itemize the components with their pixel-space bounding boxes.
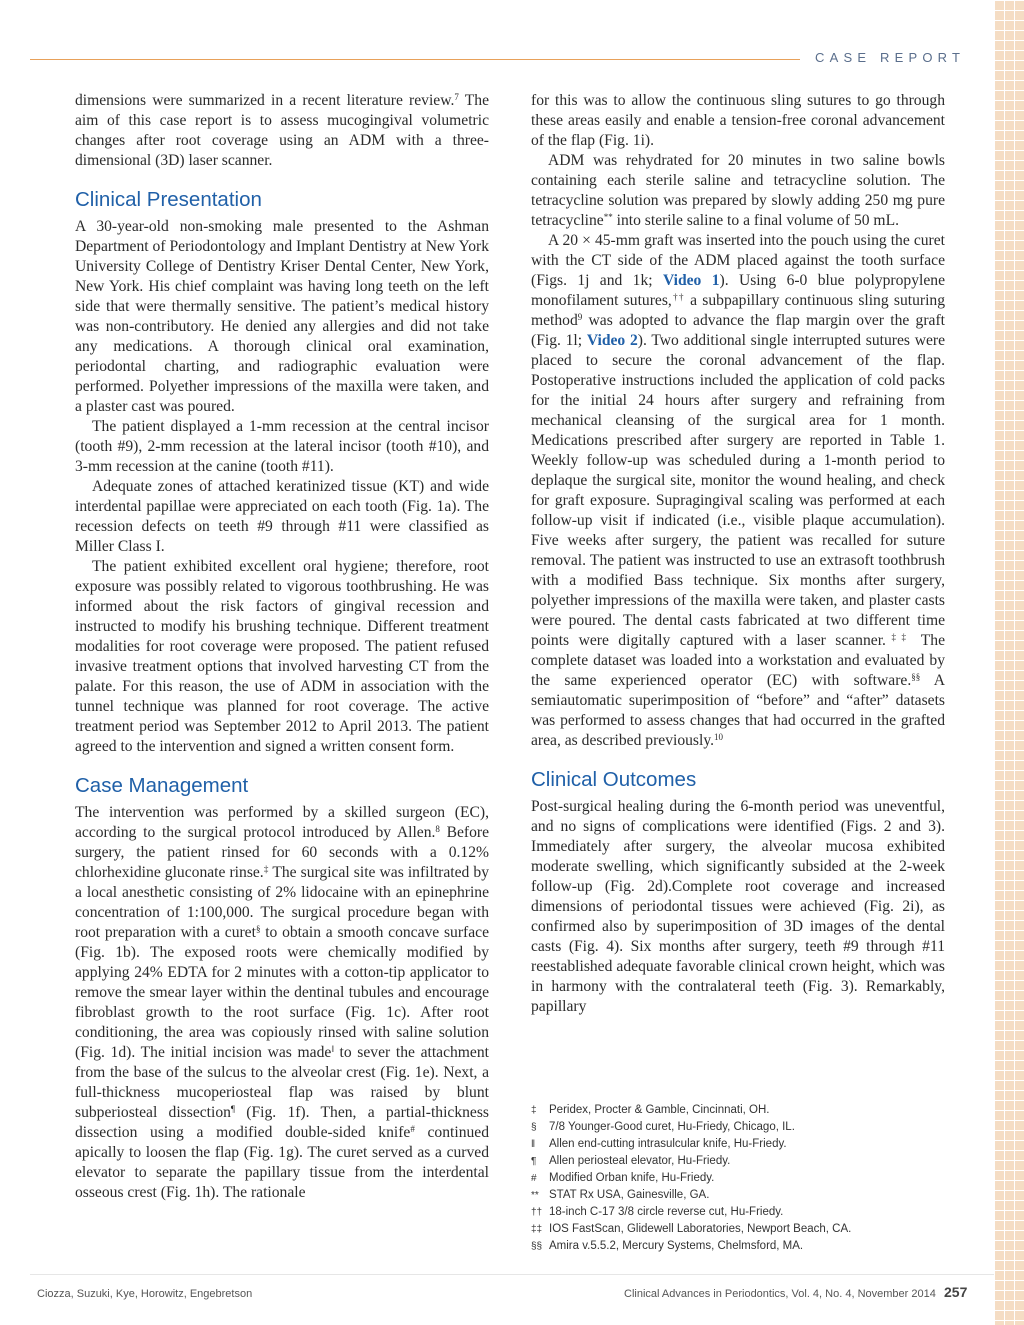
left-column (75, 91, 489, 1203)
section-label: CASE REPORT (815, 50, 966, 65)
footer-journal: Clinical Advances in Periodontics, Vol. 4, No. 4, November 2014 (624, 1288, 936, 1300)
footnote: § 7/8 Younger-Good curet, Hu-Friedy, Chicago, IL. (531, 1121, 795, 1133)
header-rule (30, 59, 800, 60)
heading-clinical-outcomes: Clinical Outcomes (531, 768, 697, 791)
footnote: ‡ Peridex, Procter & Gamble, Cincinnati, OH. (531, 1104, 770, 1116)
footnote: †† 18-inch C-17 3/8 circle reverse cut, Hu-Friedy. (531, 1206, 784, 1218)
paragraph: ADM was rehydrated for 20 minutes in two saline bowls containing each sterile saline and tetracycline solution. The tetracycline solution was prepared by slowly adding 250 mg pure tetracycline** into sterile saline to a final volume of 50 mL. (531, 152, 945, 229)
video-2-link[interactable]: Video 2 (586, 332, 638, 349)
heading-clinical-presentation: Clinical Presentation (75, 188, 262, 211)
footer-authors: Ciozza, Suzuki, Kye, Horowitz, Engebretson (37, 1288, 253, 1300)
paragraph: The patient exhibited excellent oral hygiene; therefore, root exposure was possibly related to vigorous toothbrushing. He was informed about the risk factors of gingival recession and instructed to modify his brushing technique. Different treatment modalities for root coverage were proposed. The patient refused invasive treatment options that involved harvesting CT from the palate. For this reason, the use of ADM in association with the tunnel technique was planned for root coverage. The active treatment period was September 2012 to April 2013. The patient agreed to the intervention and signed a written consent form. (75, 558, 489, 755)
paragraph: A 20 × 45-mm graft was inserted into the pouch using the curet with the CT side of the ADM placed against the tooth surface (Figs. 1j and 1k; Video 1). Using 6-0 blue polypropylene monofilament sutures,†† a subpapillary continuous sling suturing method$^9$ was adopted to advance the flap margin over the graft (Fig. 1l; Video 2). Two additional single interrupted sutures were placed to secure the coronal advancement of the flap. Postoperative instructions included the application of cold packs for the initial 24 hours after surgery and refraining from mechanical cleansing of the surgical area for 1 month. Medications prescribed after surgery are reported in Table 1. Weekly follow-up was scheduled during a 1-month period to deplaque the surgical site, monitor the wound healing, and check for graft exposure. Supragingival scaling was performed at each follow-up visit if indicated (i.e., visible plaque accumulation). Five weeks after surgery, the patient was recalled for suture removal. The patient was instructed to use an extrasoft toothbrush with a modified Bass technique. Six months after surgery, polyether impressions of the maxilla were taken, and plaster casts were poured. The dental casts fabricated at two different time points were digitally captured with a laser scanner.‡‡ The complete dataset was loaded into a workstation and evaluated by the same experienced operator (EC) with software.§§ A semiautomatic superimposition of “before” and “after” datasets was performed to assess changes that had occurred in the grafted area, as described previously.$^{10}$ (531, 232, 946, 749)
page-number: 257 (944, 1284, 968, 1300)
paragraph: for this was to allow the continuous sling sutures to go through these areas easily and enable a tension-free coronal advancement of the flap (Fig. 1i). (531, 92, 945, 149)
paragraph: The intervention was performed by a skilled surgeon (EC), according to the surgical protocol introduced by Allen.$^8$ Before surgery, the patient rinsed for 60 seconds with a 0.12% chlorhexidine gluconate rinse.‡ The surgical site was infiltrated by a local anesthetic consisting of 2% lidocaine with an epinephrine concentration of 1:100,000. The surgical procedure began with root preparation with a curet§ to obtain a smooth concave surface (Fig. 1b). The exposed roots were chemically modified by applying 24% EDTA for 2 minutes with a cotton-tip applicator to remove the smear layer within the dentinal tubules and encourage fibroblast growth to the root surface (Fig. 1c). After root conditioning, the area was copiously rinsed with saline solution (Fig. 1d). The initial incision was made‖ to sever the attachment from the base of the sulcus to the alveolar crest (Fig. 1e). Next, a full-thickness mucoperiosteal flap was raised by blunt subperiosteal dissection¶ (Fig. 1f). Then, a partial-thickness dissection using a modified double-sided knife# continued apically to loosen the flap (Fig. 1g). The curet served as a curved elevator to separate the papillary tissue from the interdental osseous crest (Fig. 1h). The rationale (75, 804, 490, 1201)
paragraph: Adequate zones of attached keratinized tissue (KT) and wide interdental papillae were appreciated on each tooth (Fig. 1a). The recession defects on teeth #9 through #11 were classified as Miller Class I. (75, 478, 489, 555)
footnotes (531, 1102, 945, 1255)
footnote: §§ Amira v.5.5.2, Mercury Systems, Chelmsford, MA. (531, 1240, 804, 1252)
heading-case-management: Case Management (75, 774, 249, 797)
paragraph: A 30-year-old non-smoking male presented to the Ashman Department of Periodontology and Implant Dentistry at New York University College of Dentistry Kriser Dental Center, New York, New York. His chief complaint was having long teeth on the left side that were thermally sensitive. The patient’s medical history was non-contributory. He denied any allergies and did not take any medications. A thorough clinical oral examination, periodontal charting, and radiographic evaluation were performed. Polyether impressions of the maxilla were taken, and a plaster cast was poured. (75, 218, 489, 415)
paragraph: Post-surgical healing during the 6-month period was uneventful, and no signs of complications were identified (Figs. 2 and 3). Immediately after surgery, the alveolar mucosa exhibited moderate swelling, which significantly subsided at the 2-week follow-up (Fig. 2d).Complete root coverage and increased dimensions of periodontal tissues were achieved (Fig. 2i), as confirmed also by superimposition of 3D images of the dental casts (Fig. 4). Six months after surgery, teeth #9 through #11 reestablished adequate favorable clinical crown height, which was in harmony with the contralateral teeth (Fig. 3). Remarkably, papillary (531, 798, 945, 1015)
footnote: ** STAT Rx USA, Gainesville, GA. (531, 1189, 710, 1201)
intro-paragraph: dimensions were summarized in a recent literature review.$^7$ The aim of this case report is to assess mucogingival volumetric changes after root coverage using an ADM with a three-dimensional (3D) laser scanner. (75, 92, 489, 169)
paragraph: The patient displayed a 1-mm recession at the central incisor (tooth #9), 2-mm recession at the lateral incisor (tooth #10), and 3-mm recession at the canine (tooth #11). (75, 418, 489, 475)
footnote: ‖ Allen end-cutting intrasulcular knife, Hu-Friedy. (531, 1138, 787, 1150)
video-1-link[interactable]: Video 1 (662, 272, 720, 289)
right-column (531, 91, 945, 1017)
footnote: # Modified Orban knife, Hu-Friedy. (531, 1172, 715, 1184)
footnote: ¶ Allen periosteal elevator, Hu-Friedy. (531, 1155, 731, 1167)
footer-rule (30, 1274, 994, 1275)
decorative-strip (994, 0, 1024, 1325)
footnote: ‡‡ IOS FastScan, Glidewell Laboratories, Newport Beach, CA. (531, 1223, 852, 1235)
